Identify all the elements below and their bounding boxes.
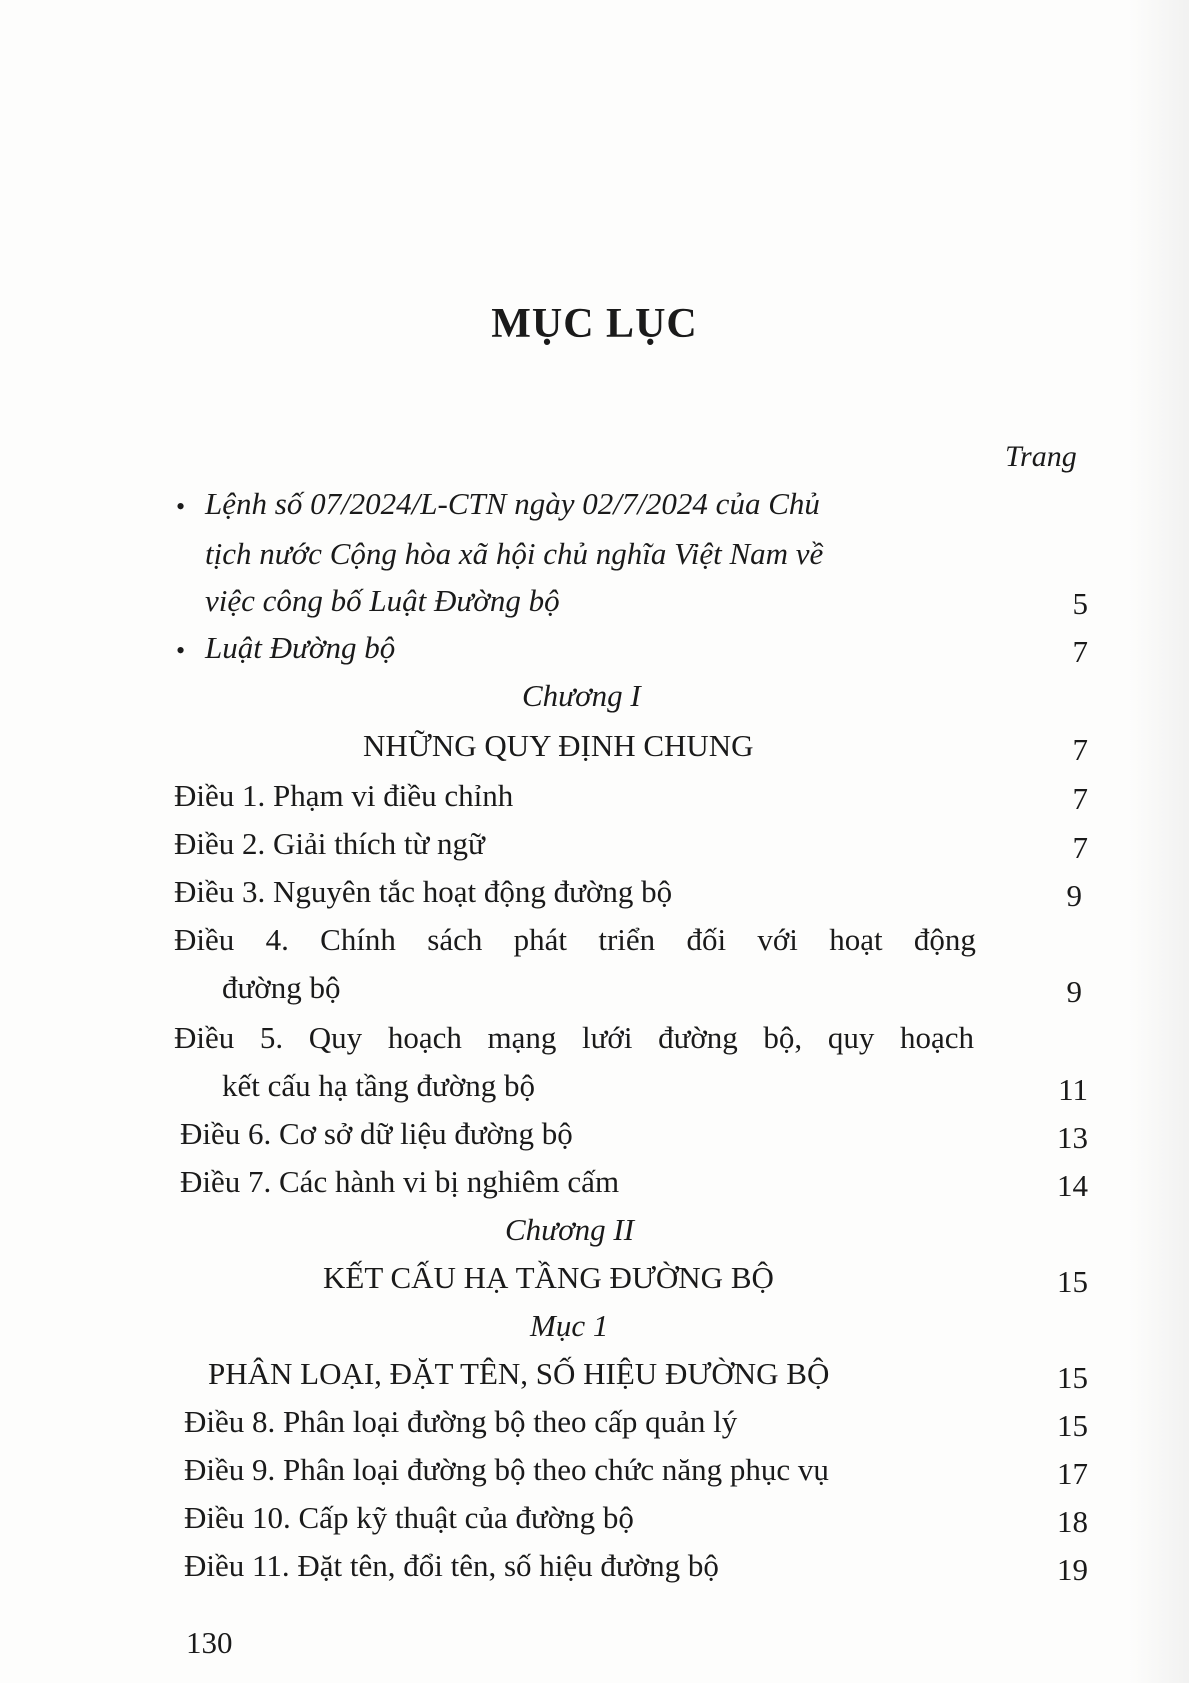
- toc-dieu-7-page: 14: [1057, 1168, 1088, 1203]
- word: 4.: [265, 922, 289, 957]
- toc-dieu-2: Điều 2. Giải thích từ ngữ: [174, 826, 485, 861]
- word: mạng: [487, 1020, 557, 1055]
- section-1-title: PHÂN LOẠI, ĐẶT TÊN, SỐ HIỆU ĐƯỜNG BỘ: [208, 1356, 830, 1391]
- word: quy: [827, 1020, 875, 1055]
- toc-luat: Luật Đường bộ: [205, 630, 396, 665]
- chapter-1-label: Chương I: [522, 678, 641, 713]
- chapter-2-title: KẾT CẤU HẠ TẦNG ĐƯỜNG BỘ: [323, 1260, 774, 1295]
- chapter-2-page: 15: [1057, 1264, 1088, 1299]
- section-1-label: Mục 1: [530, 1308, 609, 1343]
- word: phát: [513, 922, 568, 957]
- toc-lenh-page: 5: [1072, 586, 1088, 621]
- toc-dieu-1-page: 7: [1072, 781, 1088, 816]
- word: hoạch: [899, 1020, 974, 1055]
- toc-dieu-11-page: 19: [1057, 1552, 1088, 1587]
- word: Quy: [308, 1020, 363, 1055]
- toc-dieu-5-line2: kết cấu hạ tầng đường bộ: [222, 1068, 535, 1103]
- toc-dieu-5-page: 11: [1058, 1072, 1088, 1107]
- toc-luat-page: 7: [1072, 634, 1088, 669]
- toc-dieu-8: Điều 8. Phân loại đường bộ theo cấp quản lý: [184, 1404, 738, 1439]
- word: với: [757, 922, 798, 957]
- toc-dieu-4-line1: [174, 924, 976, 955]
- toc-dieu-9: Điều 9. Phân loại đường bộ theo chức năng phục vụ: [184, 1452, 829, 1487]
- toc-dieu-6-page: 13: [1057, 1120, 1088, 1155]
- toc-dieu-1: Điều 1. Phạm vi điều chỉnh: [174, 778, 514, 813]
- toc-dieu-6: Điều 6. Cơ sở dữ liệu đường bộ: [180, 1116, 573, 1151]
- word: Chính: [320, 922, 396, 957]
- toc-lenh-line1: Lệnh số 07/2024/L-CTN ngày 02/7/2024 của Chủ: [205, 486, 820, 521]
- section-1-page: 15: [1057, 1360, 1088, 1395]
- toc-dieu-3: Điều 3. Nguyên tắc hoạt động đường bộ: [174, 874, 673, 909]
- page-column-label: Trang: [1005, 440, 1077, 473]
- toc-dieu-2-page: 7: [1072, 830, 1088, 865]
- toc-dieu-8-page: 15: [1057, 1408, 1088, 1443]
- word: Điều: [174, 922, 235, 957]
- word: lưới: [582, 1020, 633, 1055]
- word: Điều: [174, 1020, 235, 1055]
- chapter-2-label: Chương II: [505, 1212, 635, 1247]
- bullet-luat: •: [176, 636, 186, 665]
- toc-dieu-4-page: 9: [1066, 974, 1082, 1009]
- word: đối: [686, 922, 727, 957]
- word: đường: [658, 1020, 738, 1055]
- word: 5.: [259, 1020, 284, 1055]
- page-title: MỤC LỤC: [491, 301, 698, 347]
- toc-lenh-line2: tịch nước Cộng hòa xã hội chủ nghĩa Việt Nam về: [205, 536, 824, 571]
- toc-dieu-10: Điều 10. Cấp kỹ thuật của đường bộ: [184, 1500, 634, 1535]
- chapter-1-page: 7: [1072, 732, 1088, 767]
- toc-dieu-5-line1: [174, 1022, 974, 1053]
- toc-dieu-10-page: 18: [1057, 1504, 1088, 1539]
- word: động: [913, 922, 976, 957]
- toc-dieu-3-page: 9: [1066, 878, 1082, 913]
- word: bộ,: [763, 1020, 803, 1055]
- toc-dieu-9-page: 17: [1057, 1456, 1088, 1491]
- bullet-lenh: •: [176, 492, 186, 521]
- word: hoạch: [387, 1020, 462, 1055]
- word: sách: [427, 922, 483, 957]
- page-edge-shadow: [1129, 0, 1189, 1683]
- toc-lenh-line3: việc công bố Luật Đường bộ: [205, 583, 560, 618]
- toc-dieu-7: Điều 7. Các hành vi bị nghiêm cấm: [180, 1164, 620, 1199]
- toc-dieu-11: Điều 11. Đặt tên, đổi tên, số hiệu đường bộ: [184, 1548, 719, 1583]
- word: triển: [598, 922, 656, 957]
- page-number: 130: [186, 1625, 233, 1660]
- chapter-1-title: NHỮNG QUY ĐỊNH CHUNG: [363, 728, 754, 763]
- toc-dieu-4-line2: đường bộ: [222, 970, 341, 1005]
- word: hoạt: [829, 922, 883, 957]
